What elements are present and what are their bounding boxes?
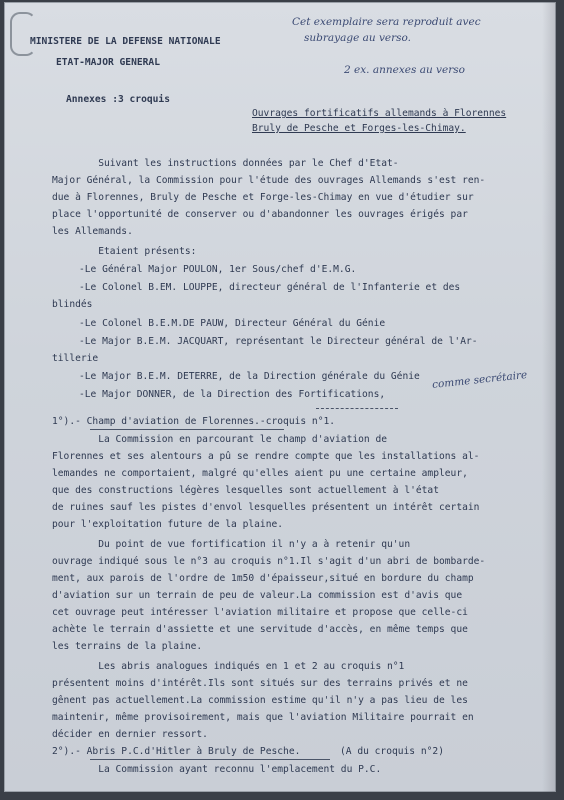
handwritten-note-1: Cet exemplaire sera reproduit avec (292, 16, 481, 28)
paper-clip-icon (10, 12, 36, 56)
paragraph-line: cet ouvrage peut intéresser l'aviation militaire et propose que celle-ci (52, 607, 468, 618)
paragraph-line: d'aviation sur un terrain de peu de valeur.La commission est d'avis que (52, 590, 463, 601)
paragraph-line: que des constructions légères lesquelles sont actuellement à l'état (52, 485, 439, 496)
paragraph-line: pour l'exploitation future de la plaine. (52, 519, 284, 530)
handwritten-note-3: 2 ex. annexes au verso (344, 64, 465, 76)
paragraph-line: les terrains de la plaine. (52, 641, 203, 652)
document-title-line1: Ouvrages fortificatifs allemands à Florennes (252, 108, 507, 119)
paragraph-line: présentent moins d'intérêt.Ils sont situés sur des terrains privés et ne (52, 678, 468, 689)
section-divider (316, 408, 398, 409)
attendee-handwritten-annotation: comme secrétaire (431, 369, 528, 391)
section1-heading: 1°).- Champ d'aviation de Florennes.-croquis n°1. (52, 416, 336, 427)
present-heading: Etaient présents: (52, 246, 197, 257)
section2-heading-reference: (A du croquis n°2) (340, 746, 444, 757)
handwritten-note-2: subrayage au verso. (304, 32, 412, 44)
paragraph-line: ment, aux parois de l'ordre de 1m50 d'épaisseur,situé en bordure du champ (52, 573, 474, 584)
paragraph-line: achète le terrain d'assiette et une servitude d'accès, en même temps que (52, 624, 468, 635)
paragraph-line: La Commission en parcourant le champ d'aviation de (52, 434, 388, 445)
paragraph-line: décider en dernier ressort. (52, 729, 208, 740)
intro-line: due à Florennes, Bruly de Pesche et Forge-les-Chimay en vue d'étudier sur (52, 192, 474, 203)
paragraph-line: lemandes ne comportaient, malgré qu'elles aient pu une certaine ampleur, (52, 468, 468, 479)
intro-line: Suivant les instructions données par le Chef d'Etat- (52, 158, 399, 169)
attendee-line: -Le Major B.E.M. DETERRE, de la Direction générale du Génie (79, 371, 420, 382)
paragraph-line: Les abris analogues indiqués en 1 et 2 au croquis n°1 (52, 661, 405, 672)
document-title-line2: Bruly de Pesche et Forges-les-Chimay. (252, 123, 466, 134)
annexes-label: Annexes :3 croquis (66, 94, 170, 105)
intro-line: place l'opportunité de conserver ou d'abandonner les ouvrages érigés par (52, 209, 468, 220)
attendee-line: -Le Colonel B.E.M.DE PAUW, Directeur Général du Génie (79, 318, 386, 329)
intro-line: Major Général, la Commission pour l'étude des ouvrages Allemands s'est ren- (52, 175, 486, 186)
paragraph-line: de ruines sauf les pistes d'envol lesquelles présentent un intérêt certain (52, 502, 480, 513)
section2-heading: 2°).- Abris P.C.d'Hitler à Bruly de Pesche. (52, 746, 301, 757)
attendee-line: -Le Colonel B.EM. LOUPPE, directeur général de l'Infanterie et des (79, 282, 461, 293)
section2-heading-underline (90, 759, 330, 760)
document-page (4, 2, 556, 792)
paragraph-line: ouvrage indiqué sous le n°3 au croquis n°1.Il s'agit d'un abri de bombarde- (52, 556, 486, 567)
staff-header: ETAT-MAJOR GENERAL (56, 57, 160, 68)
intro-line: les Allemands. (52, 226, 133, 237)
paragraph-line: Du point de vue fortification il n'y a à retenir qu'un (52, 539, 411, 550)
paragraph-line: maintenir, même provisoirement, mais que l'aviation Militaire pourrait en (52, 712, 474, 723)
attendee-line: tillerie (52, 353, 99, 364)
attendee-line: -Le Major DONNER, de la Direction des Fortifications, (79, 389, 386, 400)
section1-heading-underline (90, 429, 284, 430)
paragraph-line: Florennes et ses alentours a pû se rendre compte que les installations al- (52, 451, 480, 462)
attendee-line: -Le Major B.E.M. JACQUART, représentant le Directeur général de l'Ar- (79, 336, 478, 347)
attendee-line: blindés (52, 299, 93, 310)
paragraph-line: La Commission ayant reconnu l'emplacement du P.C. (52, 764, 382, 775)
ministry-header: MINISTERE DE LA DEFENSE NATIONALE (30, 36, 221, 47)
attendee-line: -Le Général Major POULON, 1er Sous/chef d'E.M.G. (79, 264, 357, 275)
paragraph-line: gênent pas actuellement.La commission estime qu'il n'y a pas lieu de les (52, 695, 468, 706)
